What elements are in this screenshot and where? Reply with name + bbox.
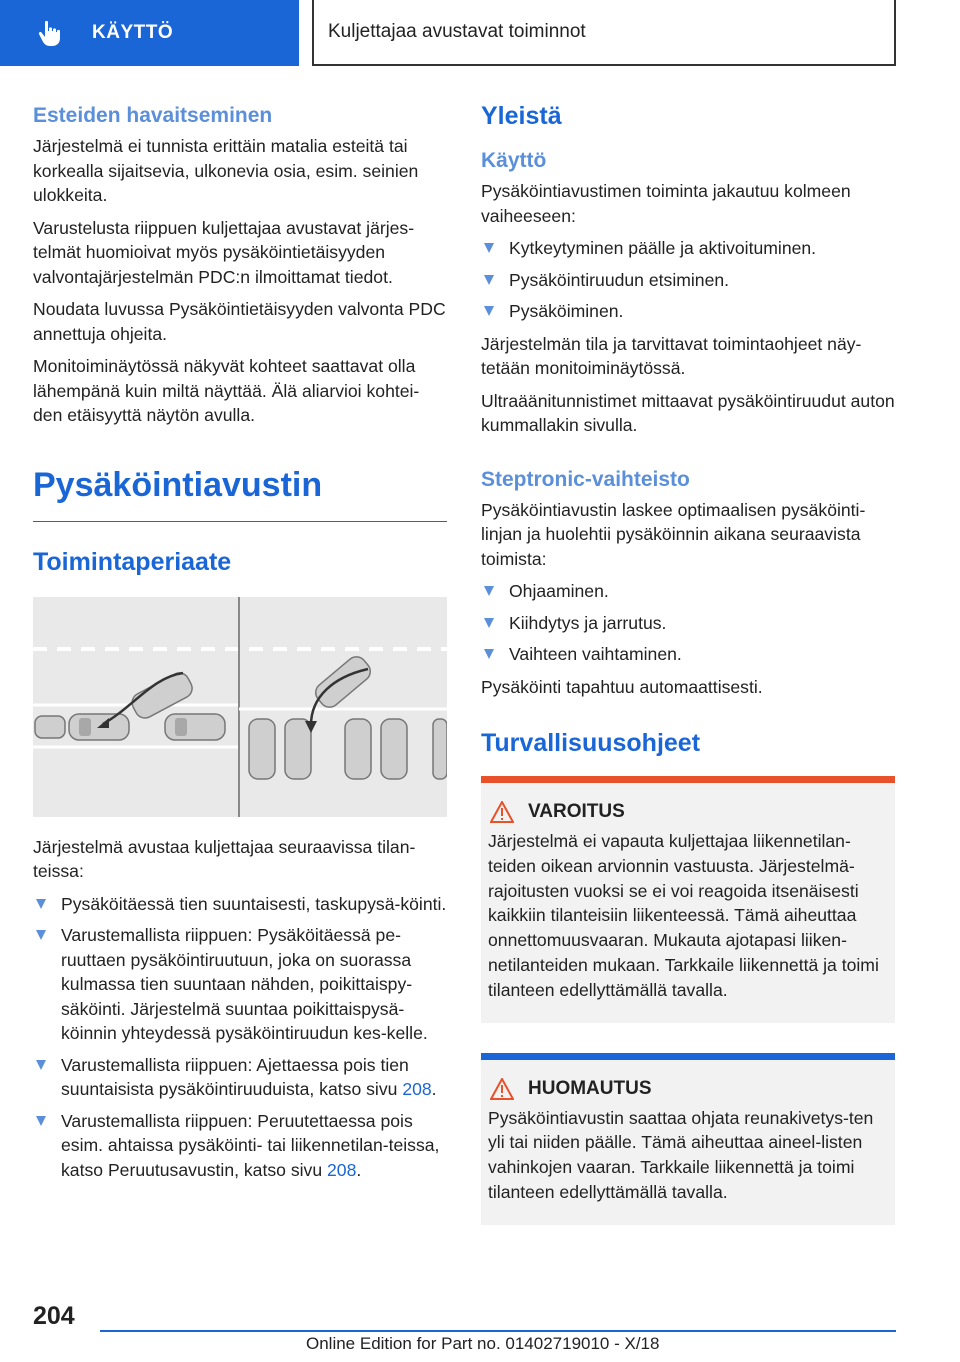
triangle-bullet-icon xyxy=(484,275,494,285)
triangle-bullet-icon xyxy=(36,899,46,909)
triangle-bullet-icon xyxy=(484,649,494,659)
page-number: 204 xyxy=(33,1302,75,1330)
left-column xyxy=(33,100,447,1190)
triangle-bullet-icon xyxy=(36,1116,46,1126)
paragraph: Pysäköintiavustin laskee optimaalisen pysäköinti-linjan ja huolehtii pysäköinnin aikana seuraavista toimista: xyxy=(481,499,866,569)
item-text: Vaihteen vaihtaminen. xyxy=(509,644,682,664)
list-item xyxy=(33,892,447,917)
triangle-bullet-icon xyxy=(36,930,46,940)
list-item: Varustemallista riippuen: Ajettaessa pois tien suuntaisista pysäköintiruuduista, katso sivu 208. xyxy=(33,1053,447,1102)
usage-heading: Käyttö xyxy=(481,149,547,172)
warning-text: Järjestelmä ei vapauta kuljettajaa liikennetilan-teiden oikean arvionnin vastuusta. Järjestelmä-rajoitusten vuoksi se ei voi reagoida itsenäisesti kaikkiin tilanteisiin liikenteessä. Tämä aiheuttaa onnettomuusvaaran. Mukauta ajotapasi liiken-netilanteiden mukaan. Tarkkaile liikennettä ja toimi tilanteen edellyttämällä tavalla. xyxy=(488,831,879,1000)
note-title: HUOMAUTUS xyxy=(528,1077,652,1099)
paragraph: Järjestelmän tila ja tarvittavat toimintaohjeet näy-tetään monitoiminäytössä. xyxy=(481,333,862,378)
paragraph: Järjestelmä ei tunnista erittäin matalia esteitä tai korkealla sijaitsevia, ulkonevia osia, esim. seinien ulokkeita. xyxy=(33,136,419,205)
item-text: Kytkeytyminen päälle ja aktivoituminen. xyxy=(509,238,817,258)
situations-list xyxy=(33,892,447,1183)
triangle-bullet-icon xyxy=(484,243,494,253)
list-item xyxy=(481,236,895,261)
hand-pointer-icon xyxy=(36,18,66,48)
warning-title-row xyxy=(490,801,885,823)
paragraph: Noudata luvussa Pysäköintietäisyyden valvonta PDC annettuja ohjeita. xyxy=(33,299,446,344)
parking-illustration xyxy=(33,597,447,817)
section-title: KÄYTTÖ xyxy=(92,22,174,43)
parking-diagram xyxy=(33,597,447,817)
section-tab xyxy=(0,0,299,66)
list-item xyxy=(481,268,895,293)
right-column xyxy=(481,100,895,1225)
heading-rule xyxy=(33,521,447,522)
obstacles-heading: Esteiden havaitseminen xyxy=(33,104,273,127)
item-text: Kiihdytys ja jarrutus. xyxy=(509,612,667,633)
note-text: Pysäköintiavustin saattaa ohjata reunakivetys-ten yli tai niiden päälle. Tämä aiheuttaa aineel-listen vahinkojen vaaran. Tarkkaile liikennettä ja toimi tilanteen edellyttämällä tavalla. xyxy=(488,1107,874,1202)
footer-rule xyxy=(100,1330,896,1332)
steptronic-list xyxy=(481,579,895,667)
list-item xyxy=(481,611,895,636)
item-text: Pysäköiminen. xyxy=(509,301,624,321)
general-heading: Yleistä xyxy=(481,102,562,130)
chapter-title: Kuljettajaa avustavat toiminnot xyxy=(328,21,586,42)
chapter-title-box xyxy=(312,0,896,66)
warning-triangle-icon xyxy=(490,801,514,823)
item-text: Ohjaaminen. xyxy=(509,581,609,601)
list-item xyxy=(481,299,895,324)
steptronic-heading: Steptronic-vaihteisto xyxy=(481,467,690,491)
phases-list xyxy=(481,236,895,324)
note-box xyxy=(481,1053,895,1225)
item-text: Pysäköitäessä tien suuntaisesti, taskupysä-köinti. xyxy=(61,893,447,914)
list-item xyxy=(481,642,895,667)
page-link[interactable]: 208 xyxy=(402,1079,432,1099)
paragraph: Pysäköinti tapahtuu automaattisesti. xyxy=(481,676,763,697)
item-text: Pysäköintiruudun etsiminen. xyxy=(509,269,730,290)
paragraph: Ultraäänitunnistimet mittaavat pysäköintiruudut auton kummallakin sivulla. xyxy=(481,390,895,435)
triangle-bullet-icon xyxy=(36,1060,46,1070)
list-item xyxy=(33,923,447,1046)
warning-box xyxy=(481,776,895,1023)
principle-heading: Toimintaperiaate xyxy=(33,547,232,576)
page-link[interactable]: 208 xyxy=(327,1159,357,1180)
warning-triangle-icon xyxy=(490,1078,514,1100)
edition-text: Online Edition for Part no. 01402719010 - X/18 xyxy=(306,1334,660,1353)
paragraph: Monitoiminäytössä näkyvät kohteet saattavat olla lähempänä kuin miltä näyttää. Älä aliarvioi kohtei-den etäisyyttä näytön avulla. xyxy=(33,356,420,425)
triangle-bullet-icon xyxy=(484,586,494,596)
list-item xyxy=(481,579,895,604)
paragraph: Pysäköintiavustimen toiminta jakautuu kolmeen vaiheeseen: xyxy=(481,181,851,226)
triangle-bullet-icon xyxy=(484,618,494,628)
main-heading: Pysäköintiavustin xyxy=(33,465,323,504)
warning-title: VAROITUS xyxy=(528,801,625,822)
safety-heading: Turvallisuusohjeet xyxy=(481,729,701,757)
list-item: Varustemallista riippuen: Peruutettaessa pois esim. ahtaissa pysäköinti- tai liikennetilan-teissa, katso Peruutusavustin, katso sivu 208. xyxy=(33,1109,447,1183)
item-text: Varustemallista riippuen: Ajettaessa pois tien suuntaisista pysäköintiruuduista, katso sivu xyxy=(61,1054,409,1099)
item-text: Varustemallista riippuen: Peruutettaessa pois esim. ahtaissa pysäköinti- tai liikennetilan-teissa, katso Peruutusavustin, katso sivu xyxy=(61,1110,440,1180)
item-text: Varustemallista riippuen: Pysäköitäessä pe-ruuttaen pysäköintiruutuun, joka on suorassa kulmassa tien suuntaan nähden, poikittaispy-säköinti. Järjestelmä suuntaa poikittaispysä-köinnin yhteydessä pysäköintiruudun kes-kelle. xyxy=(61,925,428,1043)
triangle-bullet-icon xyxy=(484,306,494,316)
note-title-row xyxy=(490,1078,885,1100)
paragraph: Järjestelmä avustaa kuljettajaa seuraavissa tilan-teissa: xyxy=(33,836,416,881)
paragraph: Varustelusta riippuen kuljettajaa avustavat järjes-telmät huomioivat myös pysäköintietäisyyden valvontajärjestelmän PDC:n ilmoittamat tiedot. xyxy=(33,217,415,287)
